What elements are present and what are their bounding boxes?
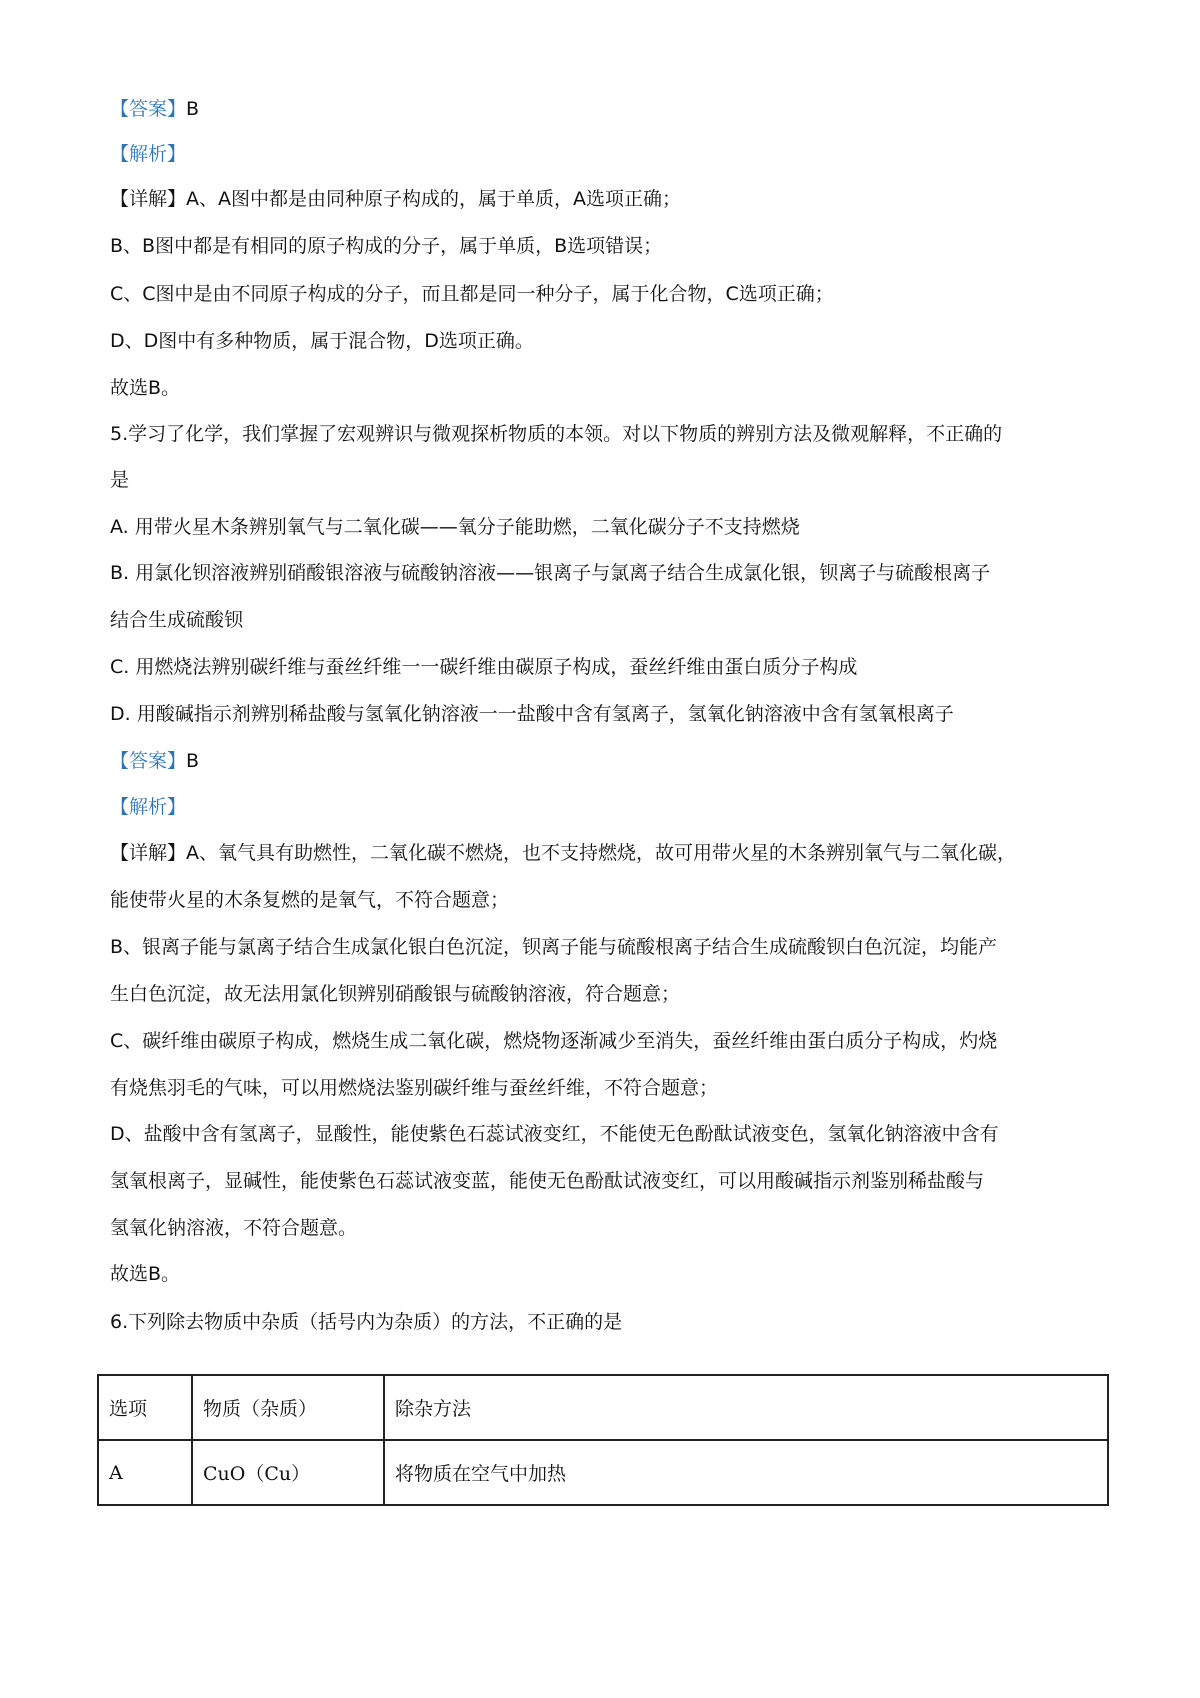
q4-detail-a	[110, 186, 1100, 212]
q5-conclusion: 故选B。	[110, 1263, 181, 1285]
q5-detail-d-line3: 氢氧化钠溶液，不符合题意。	[110, 1217, 358, 1239]
analysis-tag: 【解析】	[110, 796, 187, 818]
q5-detail-c-line1: C、碳纤维由碳原子构成，燃烧生成二氧化碳，燃烧物逐渐减少至消失，蚕丝纤维由蛋白质分子构成，灼烧	[110, 1030, 998, 1052]
q6-stem: 6.下列除去物质中杂质（括号内为杂质）的方法，不正确的是	[110, 1311, 623, 1333]
q5-detail-d-line1: D、盐酸中含有氢离子，显酸性，能使紫色石蕊试液变红，不能使无色酚酞试液变色，氢氧化钠溶液中含有	[110, 1123, 999, 1145]
detail-text: A、A图中都是由同种原子构成的，属于单质，A选项正确；	[186, 188, 682, 210]
header-option: 选项	[98, 1375, 192, 1440]
detail-text: A、氧气具有助燃性，二氧化碳不燃烧，也不支持燃烧，故可用带火星的木条辨别氧气与二氧化碳，	[186, 842, 1017, 864]
q5-detail-d-line2: 氢氧根离子，显碱性，能使紫色石蕊试液变蓝，能使无色酚酞试液变红，可以用酸碱指示剂鉴别稀盐酸与	[110, 1170, 985, 1192]
header-method: 除杂方法	[384, 1375, 1108, 1440]
q5-detail-a-line1	[110, 840, 1100, 866]
answer-value: B	[186, 98, 200, 120]
q4-detail-c: C、C图中是由不同原子构成的分子，而且都是同一种分子，属于化合物，C选项正确；	[110, 283, 834, 305]
table-row	[98, 1440, 1108, 1505]
q5-stem-line2: 是	[110, 469, 130, 491]
table-header-row	[98, 1375, 1108, 1440]
q5-option-b-line1: B. 用氯化钡溶液辨别硝酸银溶液与硫酸钠溶液——银离子与氯离子结合生成氯化银，钡离子与硫酸根离子	[110, 562, 991, 584]
q5-detail-b-line2: 生白色沉淀，故无法用氯化钡辨别硝酸银与硫酸钠溶液，符合题意；	[110, 983, 681, 1005]
q4-detail-d: D、D图中有多种物质，属于混合物，D选项正确。	[110, 330, 534, 352]
q5-option-d: D. 用酸碱指示剂辨别稀盐酸与氢氧化钠溶液一一盐酸中含有氢离子，氢氧化钠溶液中含有氢氧根离子	[110, 703, 954, 725]
impurity-table	[97, 1374, 1109, 1506]
detail-tag: 【详解】	[110, 842, 187, 864]
cell-substance: CuO（Cu）	[192, 1440, 384, 1505]
q5-detail-a-line2: 能使带火星的木条复燃的是氧气，不符合题意；	[110, 889, 510, 911]
q5-detail-c-line2: 有烧焦羽毛的气味，可以用燃烧法鉴别碳纤维与蚕丝纤维，不符合题意；	[110, 1077, 719, 1099]
answer-tag: 【答案】	[110, 98, 187, 120]
answer-tag: 【答案】	[110, 750, 187, 772]
cell-method: 将物质在空气中加热	[384, 1440, 1108, 1505]
cell-option: A	[98, 1440, 192, 1505]
q5-option-b-line2: 结合生成硫酸钡	[110, 609, 244, 631]
q5-detail-b-line1: B、银离子能与氯离子结合生成氯化银白色沉淀，钡离子能与硫酸根离子结合生成硫酸钡白色沉淀，均能产	[110, 936, 998, 958]
q5-stem-line1: 5.学习了化学，我们掌握了宏观辨识与微观探析物质的本领。对以下物质的辨别方法及微观解释，不正确的	[110, 423, 1003, 445]
detail-tag: 【详解】	[110, 188, 187, 210]
q5-option-c: C. 用燃烧法辨别碳纤维与蚕丝纤维一一碳纤维由碳原子构成，蚕丝纤维由蛋白质分子构成	[110, 656, 858, 678]
q4-conclusion: 故选B。	[110, 377, 181, 399]
answer-value: B	[186, 750, 200, 772]
analysis-tag: 【解析】	[110, 143, 187, 165]
q5-answer-line	[110, 748, 1100, 774]
header-substance: 物质（杂质）	[192, 1375, 384, 1440]
q4-answer-line	[110, 96, 1100, 122]
q4-detail-b: B、B图中都是有相同的原子构成的分子，属于单质，B选项错误；	[110, 235, 663, 257]
q5-option-a: A. 用带火星木条辨别氧气与二氧化碳——氧分子能助燃，二氧化碳分子不支持燃烧	[110, 516, 800, 538]
